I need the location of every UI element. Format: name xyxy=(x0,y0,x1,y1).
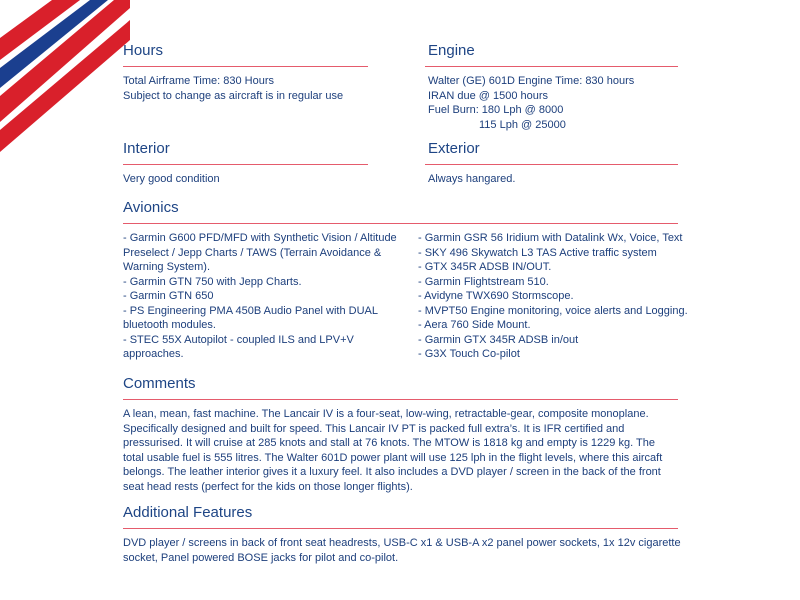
hours-details xyxy=(123,74,343,103)
avionics-item: approaches. xyxy=(123,348,184,360)
comments-line: belongs. The leather interior gives it a luxury feel. It also includes a DVD player / screen in the back of the front xyxy=(123,466,661,478)
avionics-list-left xyxy=(123,231,397,362)
avionics-item: - Garmin GTN 650 xyxy=(123,290,214,302)
comments-line: seat head rests (perfect for the kids on those longer flights). xyxy=(123,480,413,493)
engine-line: 115 Lph @ 25000 xyxy=(479,118,566,131)
interior-heading: Interior xyxy=(123,140,170,157)
comments-line: total usable fuel is 555 litres. The Walter 601D power plant will use 125 lph in the flight levels, where this aircaft xyxy=(123,451,663,464)
avionics-heading: Avionics xyxy=(123,199,179,216)
avionics-item: - G3X Touch Co-pilot xyxy=(418,348,520,360)
avionics-item: - Garmin GTX 345R ADSB in/out xyxy=(418,333,579,346)
avionics-item: - GTX 345R ADSB IN/OUT. xyxy=(418,261,552,273)
avionics-item: - Garmin GSR 56 Iridium with Datalink Wx, Voice, Text xyxy=(418,232,683,244)
avionics-item: - Garmin G600 PFD/MFD with Synthetic Vision / Altitude xyxy=(123,232,397,244)
additional-features-divider xyxy=(123,528,678,529)
engine-details xyxy=(428,74,634,132)
avionics-item: - Avidyne TWX690 Stormscope. xyxy=(418,290,574,302)
avionics-list-right xyxy=(418,231,688,362)
avionics-item: - STEC 55X Autopilot - coupled ILS and LPV+V xyxy=(123,333,354,346)
avionics-item: - Garmin Flightstream 510. xyxy=(418,275,549,288)
corner-stripes-decoration xyxy=(0,0,130,170)
hours-line: Total Airframe Time: 830 Hours xyxy=(123,75,275,87)
engine-line: IRAN due @ 1500 hours xyxy=(428,89,549,102)
avionics-item: - SKY 496 Skywatch L3 TAS Active traffic system xyxy=(418,246,657,259)
comments-divider xyxy=(123,399,678,400)
additional-features-line: DVD player / screens in back of front seat headrests, USB-C x1 & USB-A x2 panel power sockets, 1x 12v cigarette xyxy=(123,537,681,549)
exterior-text: Always hangared. xyxy=(428,173,516,185)
avionics-item: - Garmin GTN 750 with Jepp Charts. xyxy=(123,275,302,288)
comments-line: Specifically designed and built for speed. This Lancair IV PT is packed full extra’s. It is IFR certified and xyxy=(123,422,625,435)
comments-line: pressurised. It will cruise at 285 knots and stall at 76 knots. The MTOW is 1818 kg and empty is 1229 kg. The xyxy=(123,437,655,449)
comments-line: A lean, mean, fast machine. The Lancair IV is a four-seat, low-wing, retractable-gear, composite monoplane. xyxy=(123,408,649,420)
engine-divider xyxy=(425,66,678,67)
additional-features-heading: Additional Features xyxy=(123,504,253,521)
interior-divider xyxy=(123,164,368,165)
avionics-item: - MVPT50 Engine monitoring, voice alerts and Logging. xyxy=(418,304,688,317)
avionics-item: Warning System). xyxy=(123,261,211,273)
interior-text: Very good condition xyxy=(123,173,220,185)
exterior-heading: Exterior xyxy=(428,140,480,157)
engine-line: Walter (GE) 601D Engine Time: 830 hours xyxy=(428,75,635,87)
avionics-item: bluetooth modules. xyxy=(123,319,216,331)
avionics-item: - PS Engineering PMA 450B Audio Panel with DUAL xyxy=(123,304,378,317)
exterior-divider xyxy=(425,164,678,165)
avionics-divider xyxy=(123,223,678,224)
engine-heading: Engine xyxy=(428,42,475,59)
comments-heading: Comments xyxy=(123,375,196,392)
hours-heading: Hours xyxy=(123,42,164,59)
additional-features-line: socket, Panel powered BOSE jacks for pilot and co-pilot. xyxy=(123,551,399,564)
comments-text xyxy=(123,407,662,494)
hours-line: Subject to change as aircraft is in regular use xyxy=(123,89,344,102)
hours-divider xyxy=(123,66,368,67)
engine-line: Fuel Burn: 180 Lph @ 8000 xyxy=(428,104,564,116)
additional-features-text xyxy=(123,536,681,565)
avionics-item: - Aera 760 Side Mount. xyxy=(418,319,531,331)
avionics-item: Preselect / Jepp Charts / TAWS (Terrain Avoidance & xyxy=(123,246,382,259)
